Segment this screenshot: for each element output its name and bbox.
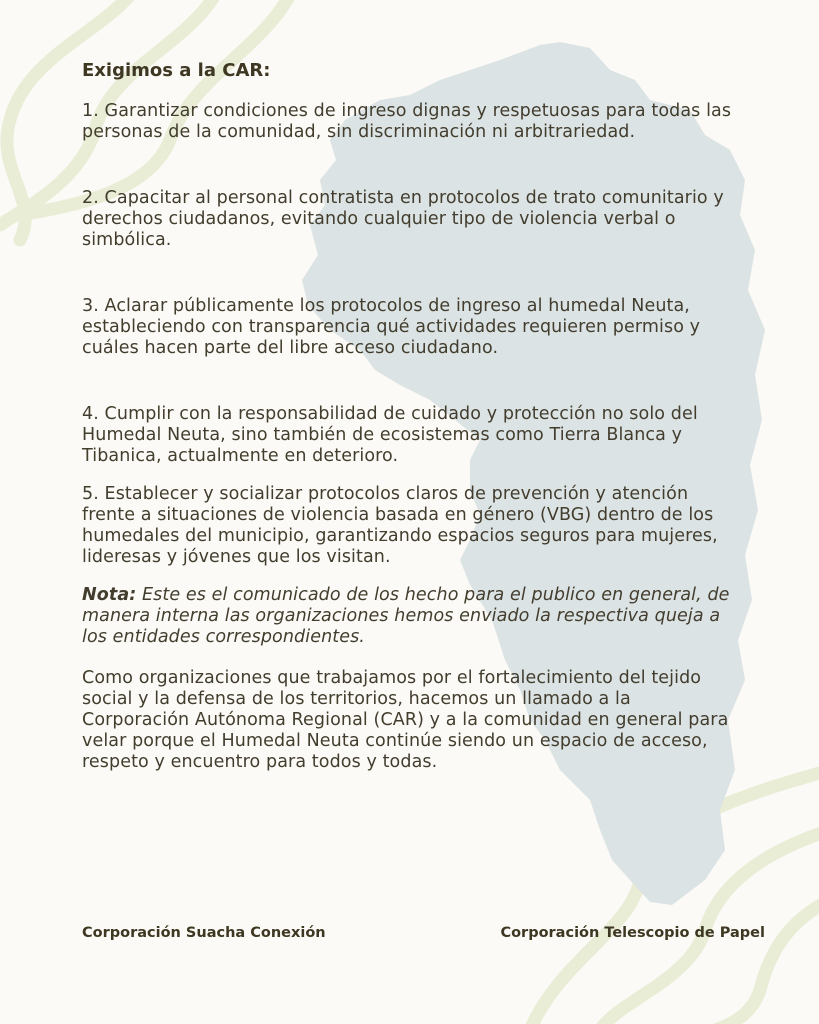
signature-telescopio-de-papel: Corporación Telescopio de Papel bbox=[500, 925, 765, 941]
page-title: Exigimos a la CAR: bbox=[82, 60, 271, 81]
demand-2: 2. Capacitar al personal contratista en protocolos de trato comunitario y derechos ciudadanos, evitando cualquier tipo de violencia verbal o simbólica. bbox=[82, 188, 724, 250]
note-label: Nota: bbox=[82, 585, 137, 605]
statement-body bbox=[82, 60, 742, 773]
closing-paragraph: Como organizaciones que trabajamos por el fortalecimiento del tejido social y la defensa de los territorios, hacemos un llamado a la Corporación Autónoma Regional (CAR) y a la comunidad en general para velar porque el Humedal Neuta continúe siendo un espacio de acceso, respeto y encuentro para todos y todas. bbox=[82, 668, 729, 772]
demand-3: 3. Aclarar públicamente los protocolos de ingreso al humedal Neuta, estableciendo con transparencia qué actividades requieren permiso y cuáles hacen parte del libre acceso ciudadano. bbox=[82, 296, 701, 358]
demand-1: 1. Garantizar condiciones de ingreso dignas y respetuosas para todas las personas de la comunidad, sin discriminación ni arbitrariedad. bbox=[82, 101, 732, 142]
demand-5: 5. Establecer y socializar protocolos claros de prevención y atención frente a situaciones de violencia basada en género (VBG) dentro de los humedales del municipio, garantizando espacios seguros para mujeres, lideresas y jóvenes que los visitan. bbox=[82, 484, 718, 567]
bottom-right-wave-3 bbox=[715, 900, 819, 1024]
note-text: Este es el comunicado de los hecho para el publico en general, de manera interna las organizaciones hemos enviado la respectiva queja a los entidades correspondientes. bbox=[82, 585, 730, 647]
note-paragraph bbox=[82, 585, 742, 648]
demand-4: 4. Cumplir con la responsabilidad de cuidado y protección no solo del Humedal Neuta, sino también de ecosistemas como Tierra Blanca y Tibanica, actualmente en deterioro. bbox=[82, 404, 698, 466]
signature-suacha-conexion: Corporación Suacha Conexión bbox=[82, 925, 326, 941]
